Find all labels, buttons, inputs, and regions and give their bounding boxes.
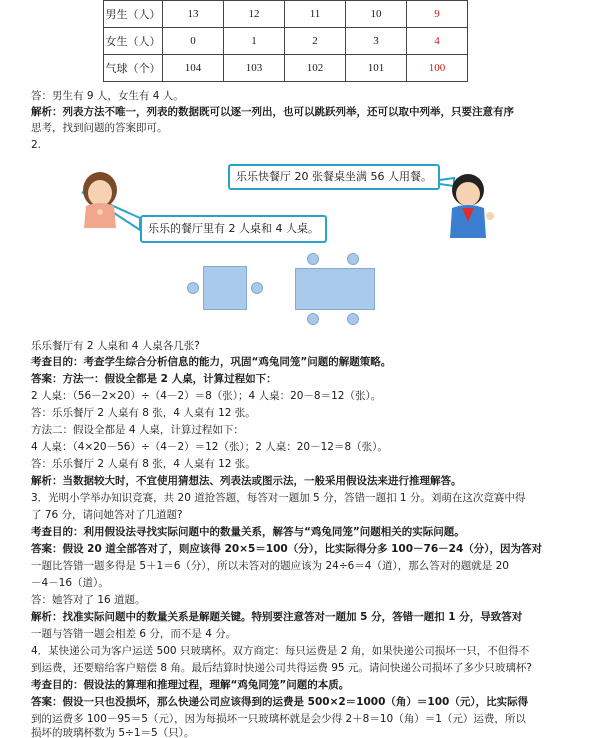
girl-icon <box>83 172 117 228</box>
question-line: 了 76 分，请问她答对了几道题? <box>31 509 183 521</box>
girl-speech-bubble: 乐乐的餐厅里有 2 人桌和 4 人桌。 <box>140 215 327 243</box>
answer-line: 答：她答对了 16 道题。 <box>31 594 146 606</box>
question-line: 到运费，还要赔给客户赔偿 8 角。最后结算时快递公司共得运费 95 元。请问快递公司损坏了多少只玻璃杯? <box>31 662 532 674</box>
table-cell-highlight: 9 <box>407 1 468 28</box>
text-line: 一题比答错一题多得是 5＋1＝6（分），所以未答对的题应该为 24÷6＝4（道），那么答对的题就是 20 <box>31 560 509 572</box>
analysis-line: 解析：找准实际问题中的数量关系是解题关键。特别要注意答对一题加 5 分，答错一题扣 1 分，导致答对 <box>31 611 523 623</box>
analysis-line: 解析：当数据较大时，不宜使用猜想法、列表法或图示法，一般采用假设法来进行推理解答。 <box>31 475 462 487</box>
question-line: 乐乐餐厅有 2 人桌和 4 人桌各几张? <box>31 340 200 352</box>
seat <box>347 313 359 325</box>
table-row <box>104 55 468 82</box>
seat <box>187 282 199 294</box>
text-line: 一题与答错一题会相差 6 分，而不是 4 分。 <box>31 628 237 640</box>
question-line: 3．光明小学举办知识竞赛，共 20 道抢答题，每答对一题加 5 分，答错一题扣 1 分。刘萌在这次竞赛中得 <box>31 492 526 504</box>
answer-line: 答案：假设一只也没损坏，那么快递公司应该得到的运费是 500×2＝1000（角）＝100（元），比实际得 <box>31 696 529 708</box>
seat <box>307 313 319 325</box>
calc-line: 4 人桌：（4×20－56）÷（4－2）＝12（张）；2 人桌：20－12＝8（张）。 <box>31 441 388 453</box>
table-row <box>104 1 468 28</box>
purpose-line: 考查目的：假设法的算理和推理过程，理解“鸡兔同笼”问题的本质。 <box>31 679 350 691</box>
table-row <box>104 28 468 55</box>
calc-line: 2 人桌：（56－2×20）÷（4－2）＝8（张）；4 人桌：20－8＝12（张）。 <box>31 390 382 402</box>
table-cell: 101 <box>346 55 407 82</box>
table-cell: 103 <box>224 55 285 82</box>
question-number: 2. <box>31 139 42 151</box>
text-line: 到的运费多 100－95＝5（元），因为每损坏一只玻璃杯就是会少得 2＋8＝10（角）＝1（元）运费，所以 <box>31 713 526 725</box>
text-line: 思考，找到问题的答案即可。 <box>31 122 168 134</box>
table-cell: 104 <box>163 55 224 82</box>
row-label: 气球（个） <box>104 55 163 82</box>
table-cell: 3 <box>346 28 407 55</box>
question-line: 4．某快递公司为客户运送 500 只玻璃杯。双方商定：每只运费是 2 角，如果快递公司损坏一只，不但得不 <box>31 645 530 657</box>
table-cell: 11 <box>285 1 346 28</box>
answer-line: 答：乐乐餐厅 2 人桌有 8 张，4 人桌有 12 张。 <box>31 407 256 419</box>
table-cell: 1 <box>224 28 285 55</box>
data-table <box>103 0 468 82</box>
answer-line: 答案：假设 20 道全部答对了，则应该得 20×5＝100（分），比实际得分多 100－76－24（分），因为答对 <box>31 543 543 555</box>
two-person-table <box>203 266 247 310</box>
table-cell-highlight: 4 <box>407 28 468 55</box>
row-label: 女生（人） <box>104 28 163 55</box>
seat <box>347 253 359 265</box>
text-line: －4－16（道）。 <box>31 577 109 589</box>
answer-line: 答案：方法一：假设全都是 2 人桌，计算过程如下： <box>31 373 277 385</box>
row-label: 男生（人） <box>104 1 163 28</box>
analysis-line: 解析：列表方法不唯一，列表的数据既可以逐一列出，也可以跳跃列举，还可以取中列举，只要注意有序 <box>31 106 514 118</box>
four-person-table <box>295 268 375 310</box>
boy-speech-bubble: 乐乐快餐厅 20 张餐桌坐满 56 人用餐。 <box>228 164 440 190</box>
answer-line: 答：乐乐餐厅 2 人桌有 8 张，4 人桌有 12 张。 <box>31 458 256 470</box>
boy-icon <box>450 174 494 238</box>
table-cell: 13 <box>163 1 224 28</box>
method-line: 方法二：假设全都是 4 人桌，计算过程如下： <box>31 424 244 436</box>
table-cell: 12 <box>224 1 285 28</box>
table-cell: 0 <box>163 28 224 55</box>
table-cell-highlight: 100 <box>407 55 468 82</box>
purpose-line: 考查目的：考查学生综合分析信息的能力，巩固“鸡兔同笼”问题的解题策略。 <box>31 356 392 368</box>
purpose-line: 考查目的：利用假设法寻找实际问题中的数量关系，解答与“鸡兔同笼”问题相关的实际问题。 <box>31 526 465 538</box>
answer-line: 答：男生有 9 人，女生有 4 人。 <box>31 90 184 102</box>
table-cell: 2 <box>285 28 346 55</box>
table-cell: 102 <box>285 55 346 82</box>
seat <box>307 253 319 265</box>
seat <box>251 282 263 294</box>
table-cell: 10 <box>346 1 407 28</box>
text-line: 损坏的玻璃杯数为 5÷1＝5（只）。 <box>31 727 195 738</box>
